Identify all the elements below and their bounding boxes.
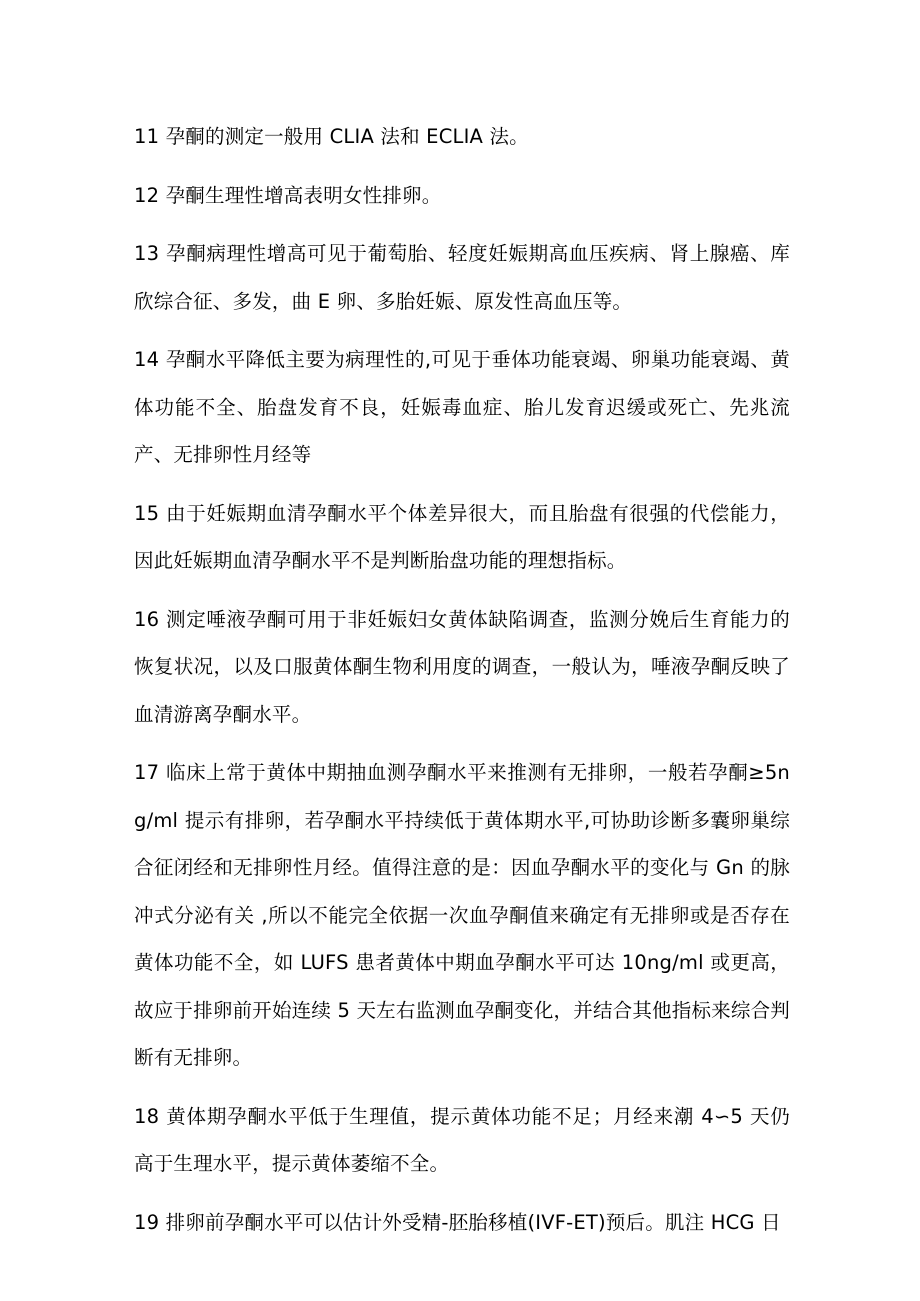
paragraph-14: 14 孕酮水平降低主要为病理性的,可见于垂体功能衰竭、卵巢功能衰竭、黄体功能不全、胎盘发育不良，妊娠毒血症、胎儿发育迟缓或死亡、先兆流产、无排卵性月经等 — [134, 348, 790, 466]
paragraph-19: 19 排卵前孕酮水平可以估计外受精-胚胎移植(IVF-ET)预后。肌注 HCG 日 — [134, 1210, 781, 1234]
paragraph-13: 13 孕酮病理性增高可见于葡萄胎、轻度妊娠期高血压疾病、肾上腺癌、库欣综合征、多发，曲 E 卵、多胎妊娠、原发性高血压等。 — [134, 242, 790, 313]
document-body — [134, 113, 790, 1257]
paragraph-15: 15 由于妊娠期血清孕酮水平个体差异很大，而且胎盘有很强的代偿能力，因此妊娠期血清孕酮水平不是判断胎盘功能的理想指标。 — [134, 501, 790, 572]
paragraph-12: 12 孕酮生理性增高表明女性排卵。 — [134, 183, 442, 207]
paragraph-17: 17 临床上常于黄体中期抽血测孕酮水平来推测有无排卵，一般若孕酮≥5ng/ml 提示有排卵，若孕酮水平持续低于黄体期水平,可协助诊断多囊卵巢综合征闭经和无排卵性月经。值得注意的是：因血孕酮水平的变化与 Gn 的脉冲式分泌有关 ,所以不能完全依据一次血孕酮值来确定有无排卵或是否存在黄体功能不全，如 LUFS 患者黄体中期血孕酮水平可达 10ng/ml 或更高，故应于排卵前开始连续 5 天左右监测血孕酮变化，并结合其他指标来综合判断有无排卵。 — [134, 761, 790, 1069]
paragraph-16: 16 测定唾液孕酮可用于非妊娠妇女黄体缺陷调查，监测分娩后生育能力的恢复状况，以及口服黄体酮生物利用度的调查，一般认为，唾液孕酮反映了血清游离孕酮水平。 — [134, 607, 790, 726]
paragraph-11: 11 孕酮的测定一般用 CLIA 法和 ECLIA 法。 — [134, 125, 529, 148]
paragraph-18: 18 黄体期孕酮水平低于生理值，提示黄体功能不足；月经来潮 4∽5 天仍高于生理水平，提示黄体萎缩不全。 — [134, 1104, 790, 1175]
